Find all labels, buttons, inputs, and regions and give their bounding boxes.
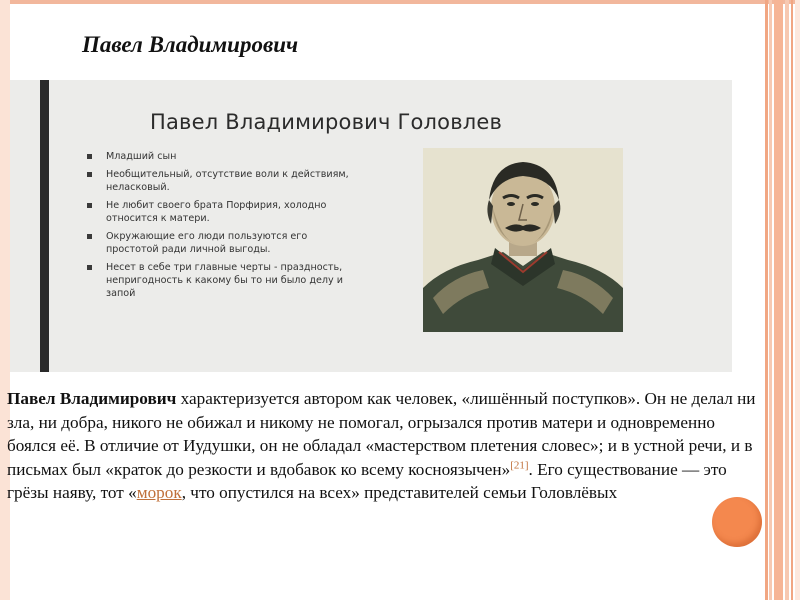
description-paragraph <box>7 387 762 505</box>
list-item: Младший сын <box>82 150 350 163</box>
portrait-image <box>423 148 623 332</box>
character-name: Павел Владимирович <box>7 389 177 408</box>
decorative-orange-circle <box>712 497 762 547</box>
panel-title: Павел Владимирович Головлев <box>150 110 503 134</box>
slide-right-decoration <box>765 0 800 600</box>
list-item: Не любит своего брата Порфирия, холодно относится к матери. <box>82 199 350 225</box>
slide-left-border <box>0 0 10 600</box>
slide-top-border <box>0 0 800 4</box>
text-segment: характеризуется автором как человек, «лишённый поступков». Он не делал ни зла, ни добра, никого не обижал и никому не помогал, огрызался против матери и одновременно боялся её. В отличие от Иудушки, он не обладал «мастерством плетения словес»; и в устной речи, и в письмах был «краток до резкости и вдобавок ко всему косноязычен» <box>7 389 756 479</box>
list-item: Необщительный, отсутствие воли к действиям, неласковый. <box>82 168 350 194</box>
text-segment: . Его существование — это грёзы наяву, тот « <box>7 459 727 502</box>
trait-list <box>82 150 350 305</box>
morok-link[interactable]: морок <box>136 483 182 502</box>
slide-title: Павел Владимирович <box>82 32 299 57</box>
footnote-link[interactable]: [21] <box>510 458 529 471</box>
embedded-slide-image <box>10 80 732 372</box>
text-segment: , что опустился на всех» представителей семьи Головлёвых <box>181 483 618 502</box>
list-item: Окружающие его люди пользуются его простотой ради личной выгоды. <box>82 230 350 256</box>
list-item: Несет в себе три главные черты - праздность, непригодность к какому бы то ни было делу и запой <box>82 261 350 300</box>
panel-accent-bar <box>40 80 49 372</box>
